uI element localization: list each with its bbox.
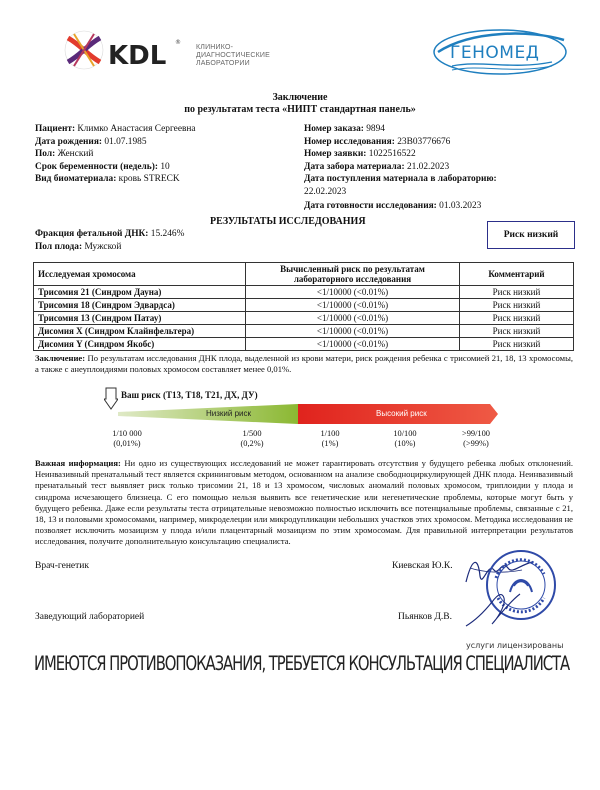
order-info xyxy=(304,123,572,213)
scale-tick: 10/100 (10%) xyxy=(393,429,417,448)
important-text: Ни одно из существующих исследований не может гарантировать отсутствия у будущего ребенка любых отклонений. Неинвазивный пренатальный тест является скрининговым методом, основанном на анализе свободноциркулирующей ДНК плода. Неинвазивный пренатальный тест выявляет риск только трисомии 21, 18 и 13 хромосом, числовых аномалий половых хромосом, триплоидии у плода и синдрома исчезающего близнеца. С его помощью нельзя выявить все генетические или негенетические проблемы, которые могут быть у будущего ребенка. Даже если результаты теста отрицательные невозможно полностью исключить все потенциальные проблемы, связанные с 21, 18, 13 и половыми хромосомами, например, микроделеции или микродупликации небольших участков этих хромосом. Методика исследования не позволяет исключить мозаицизм у плода и/или плацентарный мозаицизм по этим хромосомам. Для правильной интерпретации результатов исследования, получите дополнительную консультацию специалиста. xyxy=(35,458,573,547)
research-no: 23B03776676 xyxy=(397,136,451,147)
genomed-logo-text: ГЕНОМЕД xyxy=(450,43,540,63)
head-signature xyxy=(462,590,524,630)
kdl-dna-icon xyxy=(65,31,103,69)
title-line-2: по результатам теста «НИПТ стандартная панель» xyxy=(184,104,416,115)
row-comment: Риск низкий xyxy=(460,325,574,338)
row-chromosome: Дисомия X (Синдром Клайнфельтера) xyxy=(34,325,246,338)
scale-tick: >99/100 (>99%) xyxy=(462,429,490,448)
document-title xyxy=(0,92,600,116)
table-row xyxy=(34,312,574,325)
kdl-logo-text: KDL xyxy=(108,41,167,71)
scale-tick: 1/100 (1%) xyxy=(320,429,340,448)
sex-value: Женский xyxy=(57,149,94,159)
patient-info xyxy=(35,123,290,186)
results-table xyxy=(33,262,574,351)
term-label: Срок беременности (недель): xyxy=(35,161,158,172)
risk-pointer-icon xyxy=(104,387,118,411)
row-chromosome: Трисомия 13 (Синдром Патау) xyxy=(34,312,246,325)
patient-name-label: Пациент: xyxy=(35,124,76,134)
doctor-label: Врач-генетик xyxy=(35,561,90,571)
request-no: 1022516522 xyxy=(368,149,416,159)
results-table-header xyxy=(34,263,574,286)
row-comment: Риск низкий xyxy=(460,299,574,312)
row-comment: Риск низкий xyxy=(460,338,574,351)
order-no-label: Номер заказа: xyxy=(304,124,364,134)
head-label: Заведующий лабораторией xyxy=(35,612,145,622)
risk-summary: Риск низкий xyxy=(503,230,559,240)
low-risk-label: Низкий риск xyxy=(206,409,251,418)
order-no: 9894 xyxy=(366,124,385,134)
scale-tick: 1/10 000 (0,01%) xyxy=(112,429,142,448)
kdl-subtitle: КЛИНИКО- ДИАГНОСТИЧЕСКИЕ ЛАБОРАТОРИИ xyxy=(196,44,271,67)
collect-date-label: Дата забора материала: xyxy=(304,161,405,172)
sex-label: Пол: xyxy=(35,149,56,159)
term-value: 10 xyxy=(160,161,170,172)
conclusion-text: По результатам исследования ДНК плода, выделенной из крови матери, риск рождения ребенка с трисомией 21, 18, 13 хромосомы, а также с анеуплоидиями половых хромосом составляет менее 0,01%. xyxy=(35,353,573,375)
row-chromosome: Дисомия Y (Синдром Якобс) xyxy=(34,338,246,351)
doctor-name: Киевская Ю.К. xyxy=(392,561,453,571)
risk-scale-bar xyxy=(118,402,498,428)
table-row xyxy=(34,338,574,351)
material-value: кровь STRECK xyxy=(118,174,180,184)
fetal-fraction: 15.246% xyxy=(150,229,185,239)
title-line-1: Заключение xyxy=(272,92,328,103)
table-row xyxy=(34,286,574,299)
fetal-info xyxy=(35,228,184,253)
risk-scale-label: Ваш риск (Т13, Т18, Т21, ДХ, ДУ) xyxy=(121,390,258,400)
high-risk-label: Высокий риск xyxy=(376,409,427,418)
table-row xyxy=(34,299,574,312)
row-comment: Риск низкий xyxy=(460,286,574,299)
licence-note: услуги лицензированы xyxy=(466,641,564,650)
col-header-comment: Комментарий xyxy=(460,263,574,286)
row-comment: Риск низкий xyxy=(460,312,574,325)
ready-label: Дата готовности исследования: xyxy=(304,201,437,211)
contraindications-warning: ИМЕЮТСЯ ПРОТИВОПОКАЗАНИЯ, ТРЕБУЕТСЯ КОНСУЛЬТАЦИЯ СПЕЦИАЛИСТА xyxy=(34,652,570,675)
kdl-logo xyxy=(62,28,182,78)
fetal-fraction-label: Фракция фетальной ДНК: xyxy=(35,229,149,239)
collect-date: 21.02.2023 xyxy=(406,161,450,172)
conclusion-label: Заключение: xyxy=(35,353,86,363)
fetal-sex-label: Пол плода: xyxy=(35,241,83,252)
risk-summary-box xyxy=(487,221,575,249)
row-risk: <1/10000 (<0.01%) xyxy=(246,286,460,299)
svg-text:®: ® xyxy=(175,39,181,46)
arrival-date: 22.02.2023 xyxy=(304,186,347,197)
results-heading: РЕЗУЛЬТАТЫ ИССЛЕДОВАНИЯ xyxy=(210,216,366,227)
important-label: Важная информация: xyxy=(35,458,121,468)
row-risk: <1/10000 (<0.01%) xyxy=(246,312,460,325)
important-info xyxy=(35,458,573,548)
fetal-sex: Мужской xyxy=(84,241,122,252)
scale-tick: 1/500 (0,2%) xyxy=(240,429,264,448)
col-header-chromosome: Исследуемая хромосома xyxy=(34,263,246,286)
row-risk: <1/10000 (<0.01%) xyxy=(246,338,460,351)
genomed-logo xyxy=(432,26,582,78)
dob-label: Дата рождения: xyxy=(35,136,103,147)
col-header-risk: Вычисленный риск по результатам лабораторного исследования xyxy=(246,263,460,286)
material-label: Вид биоматериала: xyxy=(35,174,117,184)
row-risk: <1/10000 (<0.01%) xyxy=(246,325,460,338)
ready-date: 01.03.2023 xyxy=(439,201,482,211)
arrival-label: Дата поступления материала в лабораторию: xyxy=(304,174,497,184)
research-no-label: Номер исследования: xyxy=(304,136,395,147)
patient-name: Климко Анастасия Сергеевна xyxy=(77,124,196,134)
row-chromosome: Трисомия 21 (Синдром Дауна) xyxy=(34,286,246,299)
request-no-label: Номер заявки: xyxy=(304,149,367,159)
table-row xyxy=(34,325,574,338)
head-name: Пьянков Д.В. xyxy=(398,612,452,622)
conclusion xyxy=(35,353,573,375)
row-risk: <1/10000 (<0.01%) xyxy=(246,299,460,312)
dob-value: 01.07.1985 xyxy=(104,136,147,147)
row-chromosome: Трисомия 18 (Синдром Эдвардса) xyxy=(34,299,246,312)
